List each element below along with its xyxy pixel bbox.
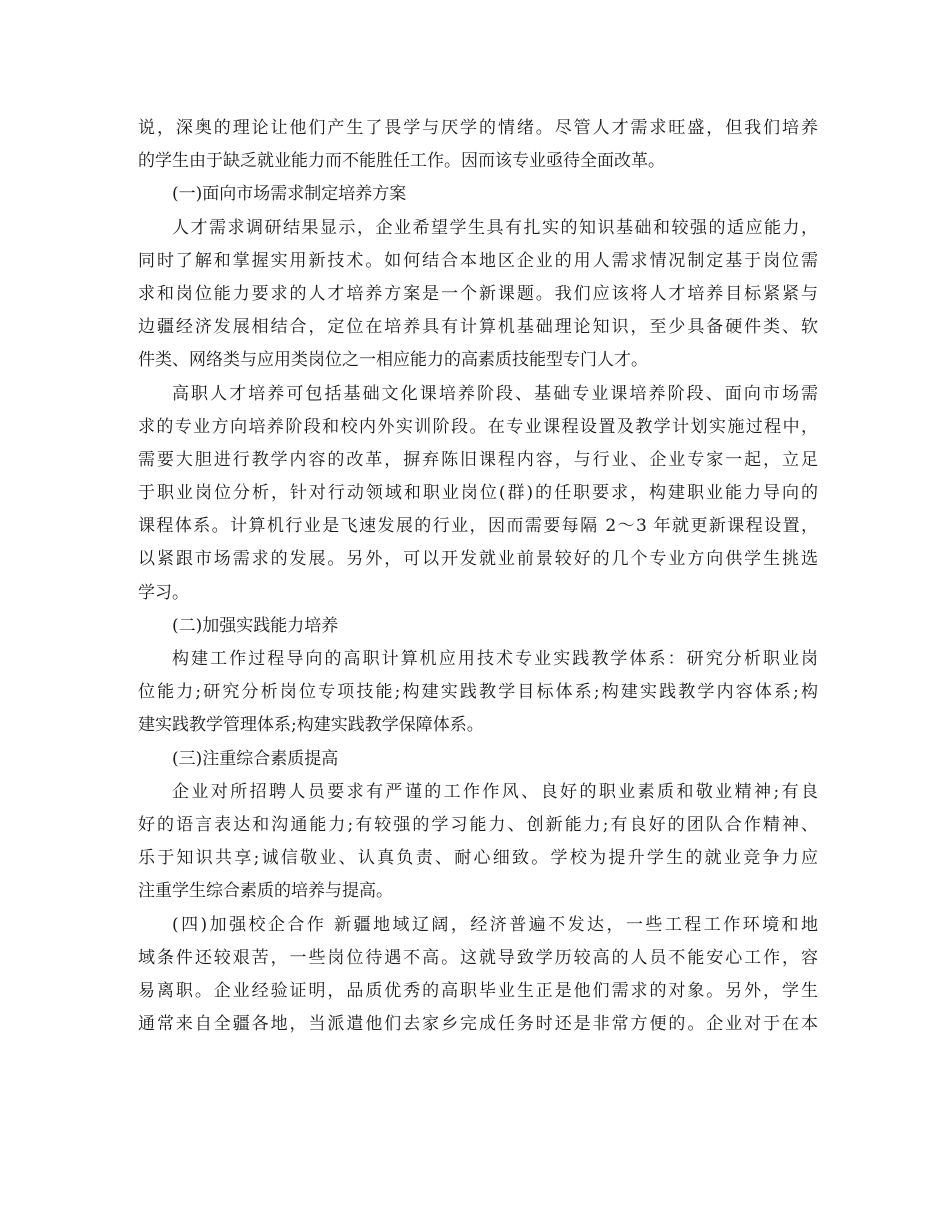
text-line: 人才需求调研结果显示，企业希望学生具有扎实的知识基础和较强的适应能力， xyxy=(172,217,818,238)
text-line: 注重学生综合素质的培养与提高。 xyxy=(138,881,393,902)
text-line: 通常来自全疆各地，当派遣他们去家乡完成任务时还是非常方便的。企业对于在本 xyxy=(138,1014,818,1035)
text-line: 同时了解和掌握实用新技术。如何结合本地区企业的用人需求情况制定基于岗位需 xyxy=(138,250,818,271)
text-line: 乐于知识共享;诚信敬业、认真负责、耐心细致。学校为提升学生的就业竞争力应 xyxy=(138,848,818,869)
text-line: (一)面向市场需求制定培养方案 xyxy=(172,184,407,205)
text-line: 需要大胆进行教学内容的改革，摒弃陈旧课程内容，与行业、企业专家一起，立足 xyxy=(138,449,818,470)
text-line: 边疆经济发展相结合，定位在培养具有计算机基础理论知识，至少具备硬件类、软 xyxy=(138,317,818,338)
text-line: 于职业岗位分析，针对行动领域和职业岗位(群)的任职要求，构建职业能力导向的 xyxy=(138,483,818,504)
text-line: 构建工作过程导向的高职计算机应用技术专业实践教学体系：研究分析职业岗 xyxy=(172,649,818,669)
text-line: 建实践教学管理体系;构建实践教学保障体系。 xyxy=(138,715,484,736)
text-line: 的学生由于缺乏就业能力而不能胜任工作。因而该专业亟待全面改革。 xyxy=(138,151,665,172)
text-line: 企业对所招聘人员要求有严谨的工作作风、良好的职业素质和敬业精神;有良 xyxy=(172,781,818,802)
text-line: 件类、网络类与应用类岗位之一相应能力的高素质技能型专门人才。 xyxy=(138,350,648,371)
text-line: 位能力;研究分析岗位专项技能;构建实践教学目标体系;构建实践教学内容体系;构 xyxy=(138,682,818,703)
text-line: 求的专业方向培养阶段和校内外实训阶段。在专业课程设置及教学计划实施过程中， xyxy=(138,416,818,437)
text-line: (四)加强校企合作 新疆地域辽阔，经济普遍不发达，一些工程工作环境和地 xyxy=(172,914,818,935)
text-line: 求和岗位能力要求的人才培养方案是一个新课题。我们应该将人才培养目标紧紧与 xyxy=(138,283,818,304)
text-line: 易离职。企业经验证明，品质优秀的高职毕业生正是他们需求的对象。另外，学生 xyxy=(138,980,818,1001)
text-line: (三)注重综合素质提高 xyxy=(172,748,339,769)
document-body xyxy=(138,112,818,1041)
text-line: 高职人才培养可包括基础文化课培养阶段、基础专业课培养阶段、面向市场需 xyxy=(172,383,818,404)
text-line: 学习。 xyxy=(138,582,189,603)
text-line: 域条件还较艰苦，一些岗位待遇不高。这就导致学历较高的人员不能安心工作，容 xyxy=(138,947,818,968)
text-line: 以紧跟市场需求的发展。另外，可以开发就业前景较好的几个专业方向供学生挑选 xyxy=(138,549,818,570)
text-line: (二)加强实践能力培养 xyxy=(172,615,339,636)
text-line: 好的语言表达和沟通能力;有较强的学习能力、创新能力;有良好的团队合作精神、 xyxy=(138,814,818,835)
text-line: 说，深奥的理论让他们产生了畏学与厌学的情绪。尽管人才需求旺盛，但我们培养 xyxy=(138,118,818,138)
text-line: 课程体系。计算机行业是飞速发展的行业，因而需要每隔 2～3 年就更新课程设置， xyxy=(138,516,818,537)
